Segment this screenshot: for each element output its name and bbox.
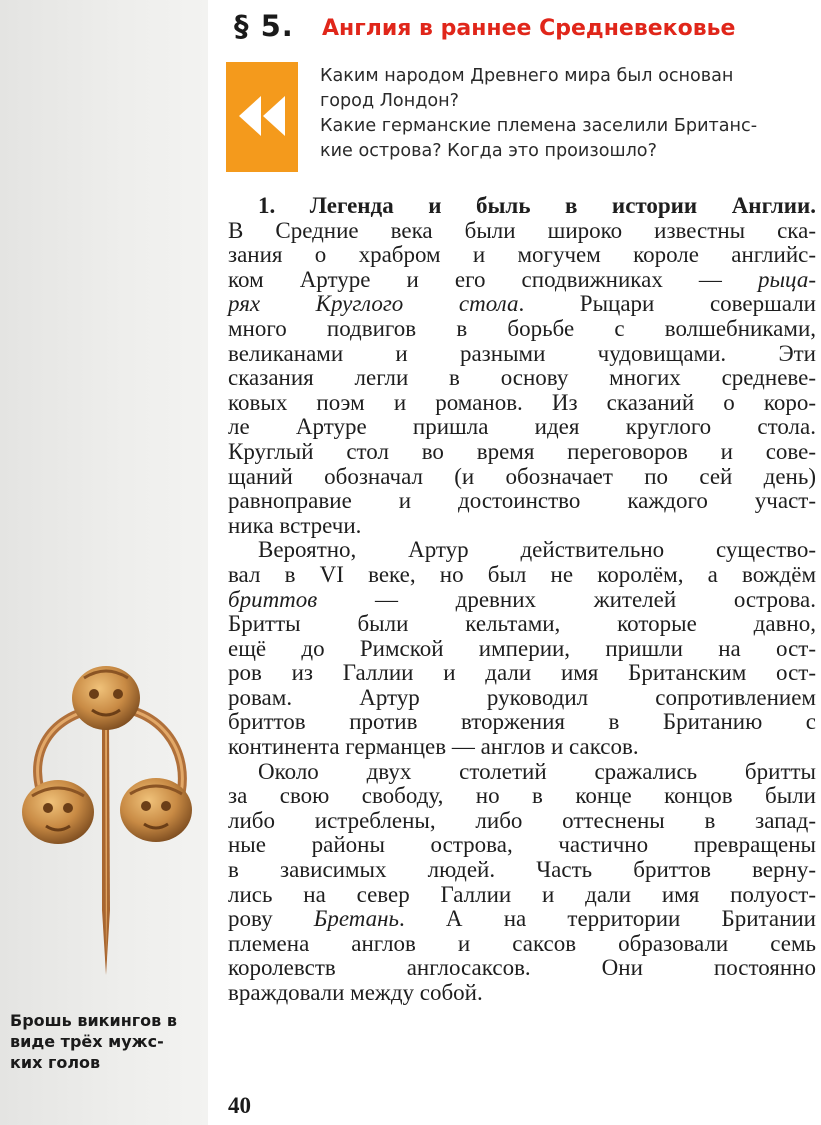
text-line	[228, 268, 816, 293]
text-line: племена англов и саксов образовали семь	[228, 930, 816, 956]
text-line: Вероятно, Артур действительно существо-	[258, 537, 816, 563]
viking-brooch-image	[6, 660, 206, 990]
text-line: ника встречи.	[228, 512, 362, 538]
text-line: ле Артуре пришла идея круглого стола.	[228, 414, 816, 440]
figure-caption	[10, 1010, 202, 1073]
intro-question-line: Каким народом Древнего мира был основан	[320, 66, 734, 86]
rewind-icon	[226, 62, 298, 172]
text-line: лись на север Галлии и дали имя полуост-	[228, 881, 816, 907]
text-line: ные районы острова, частично превращены	[228, 832, 816, 858]
section-number: § 5.	[234, 9, 294, 43]
text-line: много подвигов в борьбе с волшебниками,	[228, 315, 816, 341]
text-line	[228, 907, 816, 932]
caption-line: Брошь викингов в	[10, 1011, 177, 1030]
text-line: ковых поэм и романов. Из сказаний о коро-	[228, 389, 816, 415]
text-line: либо истреблены, либо оттеснены в запад-	[228, 807, 816, 833]
text-line: Около двух столетий сражались бритты	[258, 758, 816, 784]
intro-questions	[320, 64, 818, 164]
text-line	[228, 292, 816, 317]
section-title: Англия в раннее Средневековье	[322, 16, 736, 41]
text-line: зания о храбром и могучем короле английс-	[228, 242, 816, 268]
text-line: ровам. Артур руководил сопротивлением	[228, 684, 816, 710]
text-line: за свою свободу, но в конце концов были	[228, 783, 816, 809]
term-knights: рях Круглого стола	[228, 291, 519, 317]
page-number: 40	[228, 1093, 251, 1118]
text-run: рову	[228, 906, 314, 932]
text-run: ком Артуре и его сподвижниках —	[228, 266, 758, 292]
text-line: враждовали между собой.	[228, 980, 483, 1005]
intro-questions-box	[224, 58, 820, 178]
main-text	[228, 194, 816, 1006]
intro-question-line: город Лондон?	[320, 91, 459, 111]
intro-question-line: Какие германские племена заселили Британс-	[320, 116, 758, 136]
text-line	[228, 588, 816, 613]
text-line: сказания легли в основу многих средневе-	[228, 365, 816, 391]
text-line: великанами и разными чудовищами. Эти	[228, 340, 816, 366]
text-line: В Средние века были широко известны ска-	[228, 217, 816, 243]
text-run: . А на территории Британии	[399, 906, 816, 932]
section-header	[234, 6, 818, 48]
text-line: Бритты были кельтами, которые давно,	[228, 611, 816, 637]
text-line: щаний обозначал (и обозначает по сей день)	[228, 463, 816, 489]
text-run: . Рыцари совершали	[518, 291, 816, 317]
text-line: королевств англосаксов. Они постоянно	[228, 955, 816, 981]
term-knights: рыца-	[757, 266, 816, 292]
text-run: — древних жителей острова.	[317, 586, 816, 612]
intro-question-line: кие острова? Когда это произошло?	[320, 141, 657, 161]
caption-line: виде трёх мужс-	[10, 1032, 164, 1051]
text-line: бриттов против вторжения в Британию с	[228, 709, 816, 735]
caption-line: ких голов	[10, 1053, 101, 1072]
brooch-icon	[6, 660, 206, 990]
term-brittany: Бретань	[313, 906, 399, 932]
text-line: вал в VI веке, но был не королём, а вождём	[228, 561, 816, 587]
text-line: континента германцев — англов и саксов.	[228, 734, 639, 760]
text-line: ещё до Римской империи, пришли на ост-	[228, 635, 816, 661]
subsection-heading: 1. Легенда и быль в истории Англии.	[258, 193, 816, 218]
text-line: ров из Галлии и дали имя Британским ост-	[228, 660, 816, 686]
text-line: Круглый стол во время переговоров и сове-	[228, 438, 816, 464]
text-line: в зависимых людей. Часть бриттов верну-	[228, 857, 816, 883]
text-line: равноправие и достоинство каждого участ-	[228, 488, 816, 514]
double-arrow-left-icon	[234, 92, 290, 140]
term-britons: бриттов	[228, 586, 318, 612]
